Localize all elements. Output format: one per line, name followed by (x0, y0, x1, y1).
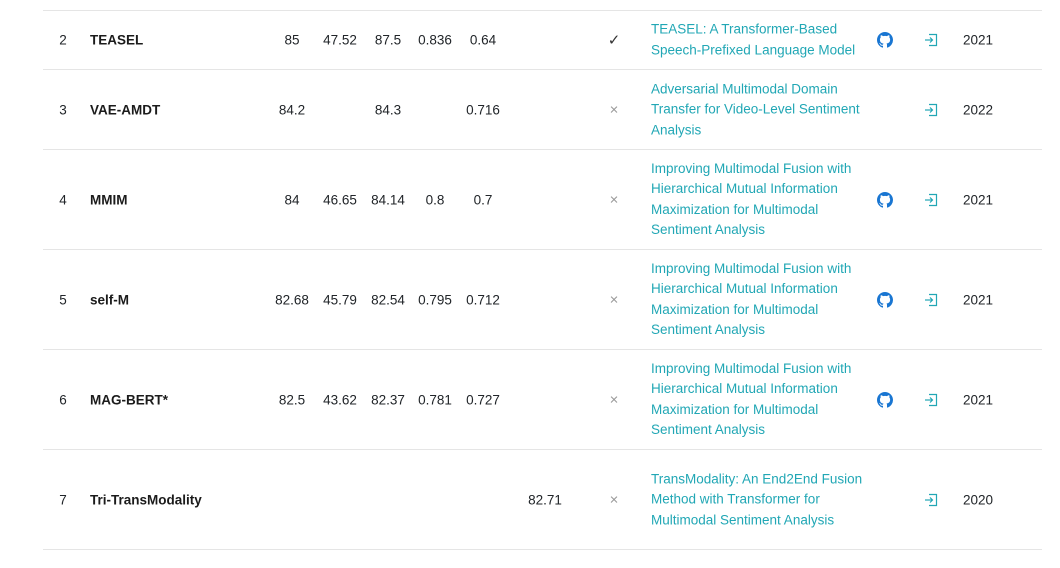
paper-link[interactable]: TransModality: An End2End Fusion Method with Transformer for Multimodal Sentiment Analysis (651, 470, 863, 527)
metric-cell-1: 84 (284, 192, 300, 207)
table-row (43, 11, 1042, 70)
result-link-icon[interactable] (924, 293, 938, 307)
model-name[interactable]: MAG-BERT* (90, 392, 168, 407)
metric-cell-4: 0.8 (425, 192, 445, 207)
table-row (43, 250, 1042, 350)
metric-cell-3: 84.14 (371, 192, 405, 207)
paper-link[interactable]: Improving Multimodal Fusion with Hierarchical Mutual Information Maximization for Multimodal Sentiment Analysis (651, 260, 852, 337)
year-cell: 2022 (963, 102, 994, 117)
metric-cell-3: 82.37 (371, 392, 405, 407)
result-link-icon[interactable] (924, 33, 938, 47)
github-icon[interactable] (877, 32, 893, 48)
check-icon: ✓ (607, 32, 621, 49)
github-icon[interactable] (877, 192, 893, 208)
metric-cell-3: 84.3 (374, 102, 402, 117)
github-icon[interactable] (877, 292, 893, 308)
metric-cell-1: 85 (284, 32, 300, 48)
metric-cell-5: 0.64 (469, 32, 497, 48)
model-name[interactable]: TEASEL (90, 32, 144, 48)
table-row (43, 450, 1042, 550)
result-link-icon[interactable] (924, 493, 938, 507)
metric-cell-5: 0.716 (466, 102, 500, 117)
metric-cell-5: 0.727 (466, 392, 500, 407)
metric-cell-5: 0.7 (473, 192, 493, 207)
result-link-icon[interactable] (924, 193, 938, 207)
metric-cell-1: 82.68 (275, 292, 309, 307)
rank-cell: 7 (59, 492, 67, 507)
cross-icon: × (609, 101, 619, 118)
metric-cell-4: 0.795 (418, 292, 452, 307)
paper-link[interactable]: Improving Multimodal Fusion with Hierarchical Mutual Information Maximization for Multimodal Sentiment Analysis (651, 360, 852, 437)
cross-icon: × (609, 391, 619, 408)
cross-icon: × (609, 191, 619, 208)
result-link-icon[interactable] (924, 103, 938, 117)
metric-cell-5: 0.712 (466, 292, 500, 307)
paper-link[interactable]: Adversarial Multimodal Domain Transfer for Video-Level Sentiment Analysis (651, 80, 860, 137)
rank-cell: 2 (59, 32, 67, 48)
rank-cell: 4 (59, 192, 67, 207)
metric-cell-2: 43.62 (323, 392, 357, 407)
metric-cell-6: 82.71 (528, 492, 562, 507)
metric-cell-3: 82.54 (371, 292, 405, 307)
paper-link[interactable]: Improving Multimodal Fusion with Hierarchical Mutual Information Maximization for Multimodal Sentiment Analysis (651, 160, 852, 237)
github-icon[interactable] (877, 392, 893, 408)
rank-cell: 3 (59, 102, 67, 117)
rank-cell: 5 (59, 292, 67, 307)
year-cell: 2021 (963, 292, 994, 307)
metric-cell-2: 45.79 (323, 292, 357, 307)
result-link-icon[interactable] (924, 393, 938, 407)
leaderboard-table (43, 11, 1042, 550)
metric-cell-4: 0.836 (418, 32, 452, 48)
model-name[interactable]: self-M (90, 292, 130, 307)
year-cell: 2021 (963, 32, 994, 48)
model-name[interactable]: VAE-AMDT (90, 102, 161, 117)
metric-cell-2: 47.52 (323, 32, 357, 48)
metric-cell-2: 46.65 (323, 192, 357, 207)
metric-cell-1: 82.5 (278, 392, 306, 407)
paper-link[interactable]: TEASEL: A Transformer-Based Speech-Prefixed Language Model (651, 21, 856, 57)
year-cell: 2021 (963, 192, 994, 207)
table-row (43, 70, 1042, 150)
cross-icon: × (609, 491, 619, 508)
rank-cell: 6 (59, 392, 67, 407)
metric-cell-1: 84.2 (278, 102, 306, 117)
model-name[interactable]: MMIM (90, 192, 128, 207)
table-row (43, 150, 1042, 250)
cross-icon: × (609, 291, 619, 308)
year-cell: 2020 (963, 492, 994, 507)
metric-cell-3: 87.5 (374, 32, 402, 48)
year-cell: 2021 (963, 392, 994, 407)
table-row (43, 350, 1042, 450)
model-name[interactable]: Tri-TransModality (90, 492, 202, 507)
metric-cell-4: 0.781 (418, 392, 452, 407)
